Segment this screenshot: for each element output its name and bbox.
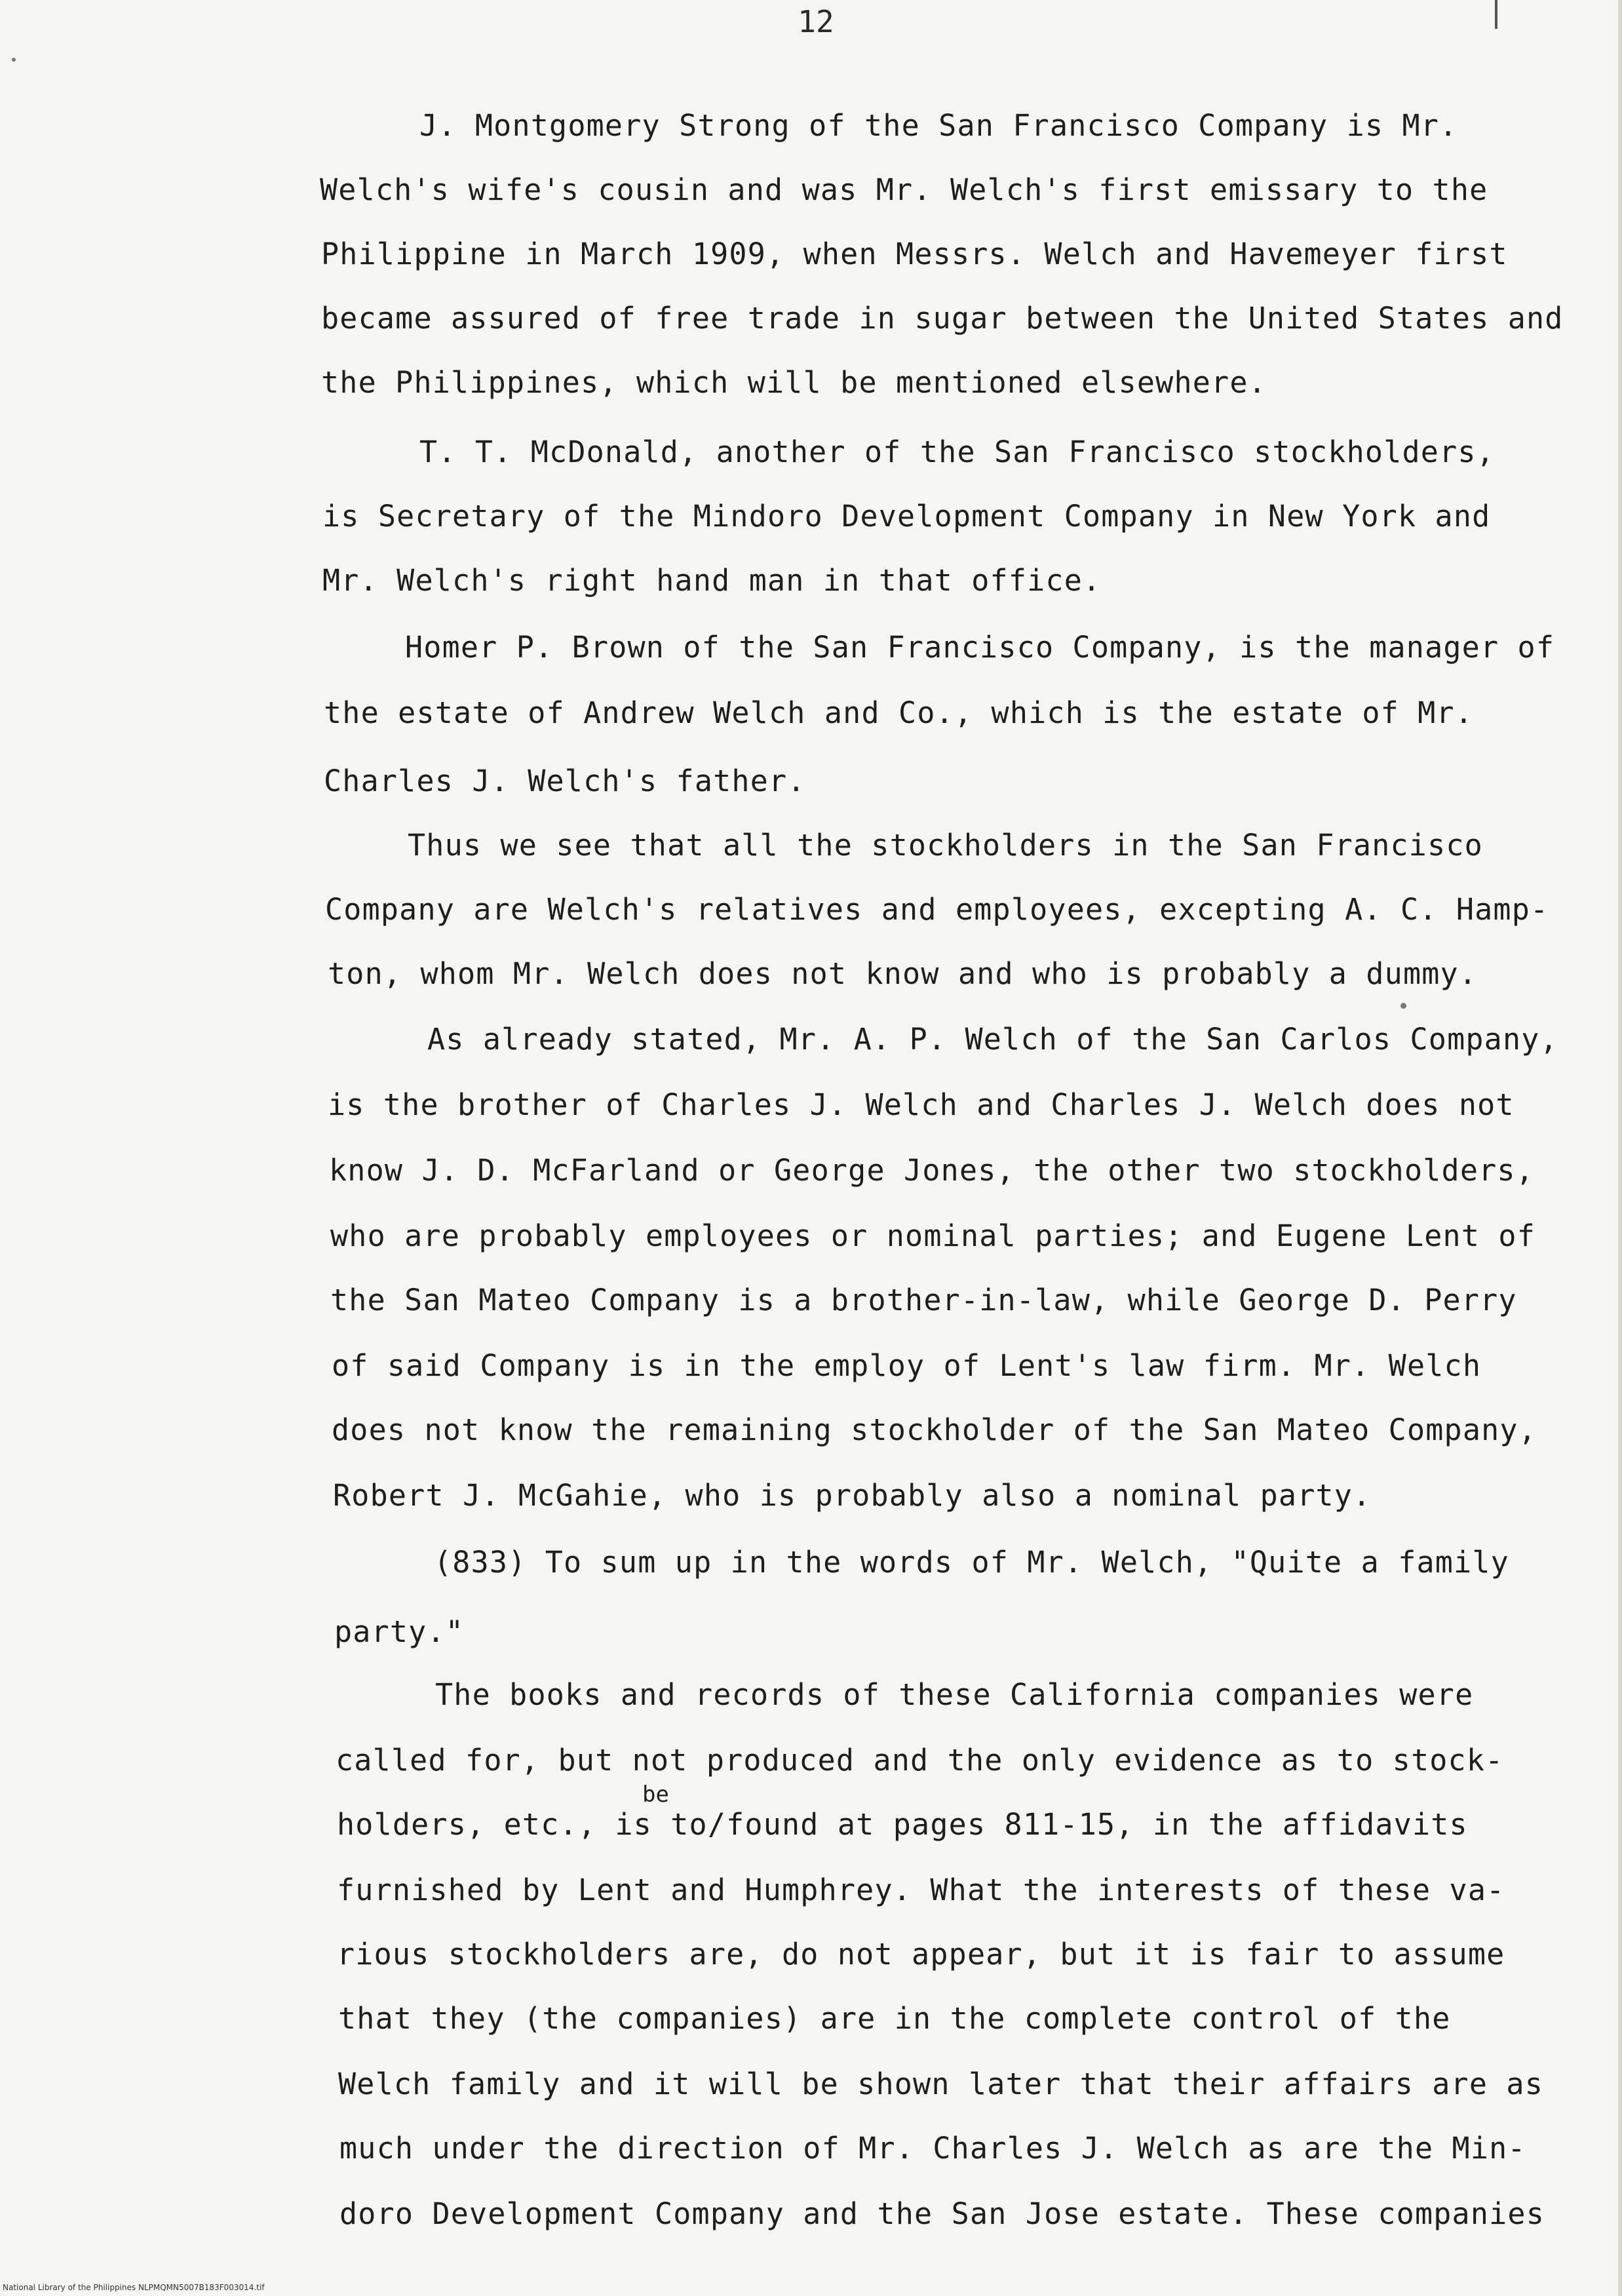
scan-footer: National Library of the Philippines NLPMQMN5007B183F003014.tif xyxy=(3,2283,265,2292)
text-line: called for, but not produced and the only evidence as to stock- xyxy=(336,1743,1504,1778)
text-line: party." xyxy=(334,1614,465,1649)
text-line: furnished by Lent and Humphrey. What the interests of these va- xyxy=(337,1873,1505,1907)
text-line: Charles J. Welch's father. xyxy=(324,764,806,798)
text-line: Philippine in March 1909, when Messrs. Welch and Havemeyer first xyxy=(321,237,1508,271)
text-line: doro Development Company and the San Jose estate. These companies xyxy=(339,2196,1545,2231)
interlinear-insertion: be xyxy=(642,1781,669,1808)
text-line: The books and records of these California companies were xyxy=(435,1677,1474,1712)
text-line: who are probably employees or nominal parties; and Eugene Lent of xyxy=(330,1218,1535,1253)
text-line: is Secretary of the Mindoro Development Company in New York and xyxy=(322,499,1491,534)
text-line: Robert J. McGahie, who is probably also a nominal party. xyxy=(333,1478,1372,1513)
text-line: ton, whom Mr. Welch does not know and who is probably a dummy. xyxy=(328,956,1478,991)
binding-mark xyxy=(1495,0,1497,29)
page-edge xyxy=(1618,0,1622,2296)
stray-mark xyxy=(12,58,16,62)
text-line: the estate of Andrew Welch and Co., which is the estate of Mr. xyxy=(324,695,1474,730)
text-line: became assured of free trade in sugar between the United States and xyxy=(321,301,1564,336)
stray-mark xyxy=(1400,1003,1406,1009)
text-line: is the brother of Charles J. Welch and Charles J. Welch does not xyxy=(328,1087,1515,1122)
text-line: the San Mateo Company is a brother-in-law, while George D. Perry xyxy=(330,1283,1517,1317)
text-line: Thus we see that all the stockholders in the San Francisco xyxy=(408,828,1483,863)
text-line: Welch's wife's cousin and was Mr. Welch's first emissary to the xyxy=(320,172,1488,207)
text-line: the Philippines, which will be mentioned elsewhere. xyxy=(321,365,1267,400)
text-line: Welch family and it will be shown later that their affairs are as xyxy=(338,2067,1543,2101)
text-line: rious stockholders are, do not appear, but it is fair to assume xyxy=(337,1937,1505,1972)
text-line: know J. D. McFarland or George Jones, the other two stockholders, xyxy=(329,1153,1534,1188)
text-line: T. T. McDonald, another of the San Francisco stockholders, xyxy=(419,435,1495,469)
text-line: As already stated, Mr. A. P. Welch of the San Carlos Company, xyxy=(427,1022,1558,1057)
text-line: Homer P. Brown of the San Francisco Company, is the manager of xyxy=(405,630,1555,665)
text-line: does not know the remaining stockholder of the San Mateo Company, xyxy=(332,1412,1537,1447)
text-line: much under the direction of Mr. Charles J. Welch as are the Min- xyxy=(339,2131,1526,2166)
text-line: of said Company is in the employ of Lent's law firm. Mr. Welch xyxy=(332,1348,1482,1383)
text-line: (833) To sum up in the words of Mr. Welch, "Quite a family xyxy=(434,1545,1509,1580)
text-line: Company are Welch's relatives and employees, excepting A. C. Hamp- xyxy=(325,892,1549,927)
page-number: 12 xyxy=(798,4,834,39)
text-line: holders, etc., is to/found at pages 811-15, in the affidavits xyxy=(337,1807,1468,1842)
text-line: Mr. Welch's right hand man in that office. xyxy=(322,563,1102,598)
text-line: J. Montgomery Strong of the San Francisco Company is Mr. xyxy=(419,108,1458,143)
text-line: that they (the companies) are in the complete control of the xyxy=(338,2001,1451,2036)
